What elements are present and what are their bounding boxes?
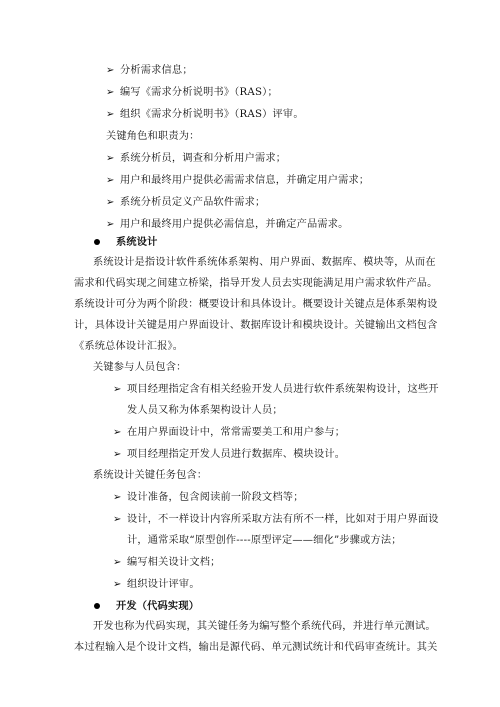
list-item: 设计，不一样设计内容所采取方法有所不一样，比如对于用户界面设: [127, 514, 439, 525]
list-item: 系统分析员定义产品软件需求；: [120, 197, 266, 208]
arrow-bullet-icon: ➢: [113, 492, 122, 503]
arrow-bullet-icon: ➢: [113, 557, 122, 568]
tasks-heading: 系统设计关键任务包含：: [93, 470, 208, 481]
list-item: 编写《需求分析说明书》（RAS）；: [120, 87, 278, 98]
list-item-continuation: 计，通常采取“原型创作----原型评定——细化”步骤或方法；: [127, 535, 402, 546]
roles-heading: 关键角色和职责为：: [106, 131, 200, 142]
list-item: 设计准备，包含阅读前一阶段文档等；: [127, 492, 304, 503]
arrow-bullet-icon: ➢: [113, 427, 122, 438]
arrow-bullet-icon: ➢: [113, 384, 122, 395]
paragraph-line: 需求和代码实现之间建立桥梁，指导开发人员去实现能满足用户需求软件产品。: [74, 278, 438, 289]
list-item: 用户和最终用户提供必需信息，并确定产品需求。: [120, 219, 349, 230]
list-item: 系统分析员，调查和分析用户需求；: [120, 153, 287, 164]
paragraph-line: 系统设计可分为两个阶段：概要设计和具体设计。概要设计关键点是体系架构设: [74, 299, 438, 310]
paragraph-line: 计，具体设计关键是用户界面设计、数据库设计和模块设计。关键输出文档包含: [74, 320, 438, 331]
paragraph-line: 开发也称为代码实现，其关键任务为编写整个系统代码，并进行单元测试。: [93, 621, 436, 632]
list-item: 项目经理指定含有相关经验开发人员进行软件系统架构设计，这些开: [127, 384, 439, 395]
list-item: 组织《需求分析说明书》（RAS）评审。: [120, 109, 304, 120]
list-item-continuation: 发人员又称为体系架构设计人员；: [127, 405, 283, 416]
arrow-bullet-icon: ➢: [106, 65, 115, 76]
list-item: 分析需求信息；: [120, 65, 193, 76]
participants-heading: 关键参与人员包含：: [93, 362, 187, 373]
bullet-dot-icon: [94, 603, 100, 609]
bullet-dot-icon: [94, 239, 100, 245]
list-item: 项目经理指定开发人员进行数据库、模块设计。: [127, 449, 346, 460]
list-item: 组织设计评审。: [127, 579, 200, 590]
section-heading-dev: 开发（代码实现）: [116, 600, 200, 612]
arrow-bullet-icon: ➢: [113, 449, 122, 460]
arrow-bullet-icon: ➢: [106, 219, 115, 230]
list-item: 在用户界面设计中，常常需要美工和用户参与；: [127, 427, 346, 438]
list-item: 编写相关设计文档；: [127, 557, 221, 568]
section-heading-design: 系统设计: [116, 236, 158, 248]
arrow-bullet-icon: ➢: [106, 109, 115, 120]
arrow-bullet-icon: ➢: [106, 197, 115, 208]
arrow-bullet-icon: ➢: [106, 153, 115, 164]
paragraph-line: 本过程输入是个设计文档，输出是源代码、单元测试统计和代码审查统计。其关: [74, 642, 438, 653]
arrow-bullet-icon: ➢: [113, 579, 122, 590]
paragraph-line: 《系统总体设计汇报》。: [74, 341, 184, 352]
list-item: 用户和最终用户提供必需需求信息，并确定用户需求；: [120, 175, 370, 186]
arrow-bullet-icon: ➢: [106, 87, 115, 98]
arrow-bullet-icon: ➢: [113, 514, 122, 525]
paragraph-line: 系统设计是指设计软件系统体系架构、用户界面、数据库、模块等，从而在: [93, 257, 436, 268]
arrow-bullet-icon: ➢: [106, 175, 115, 186]
